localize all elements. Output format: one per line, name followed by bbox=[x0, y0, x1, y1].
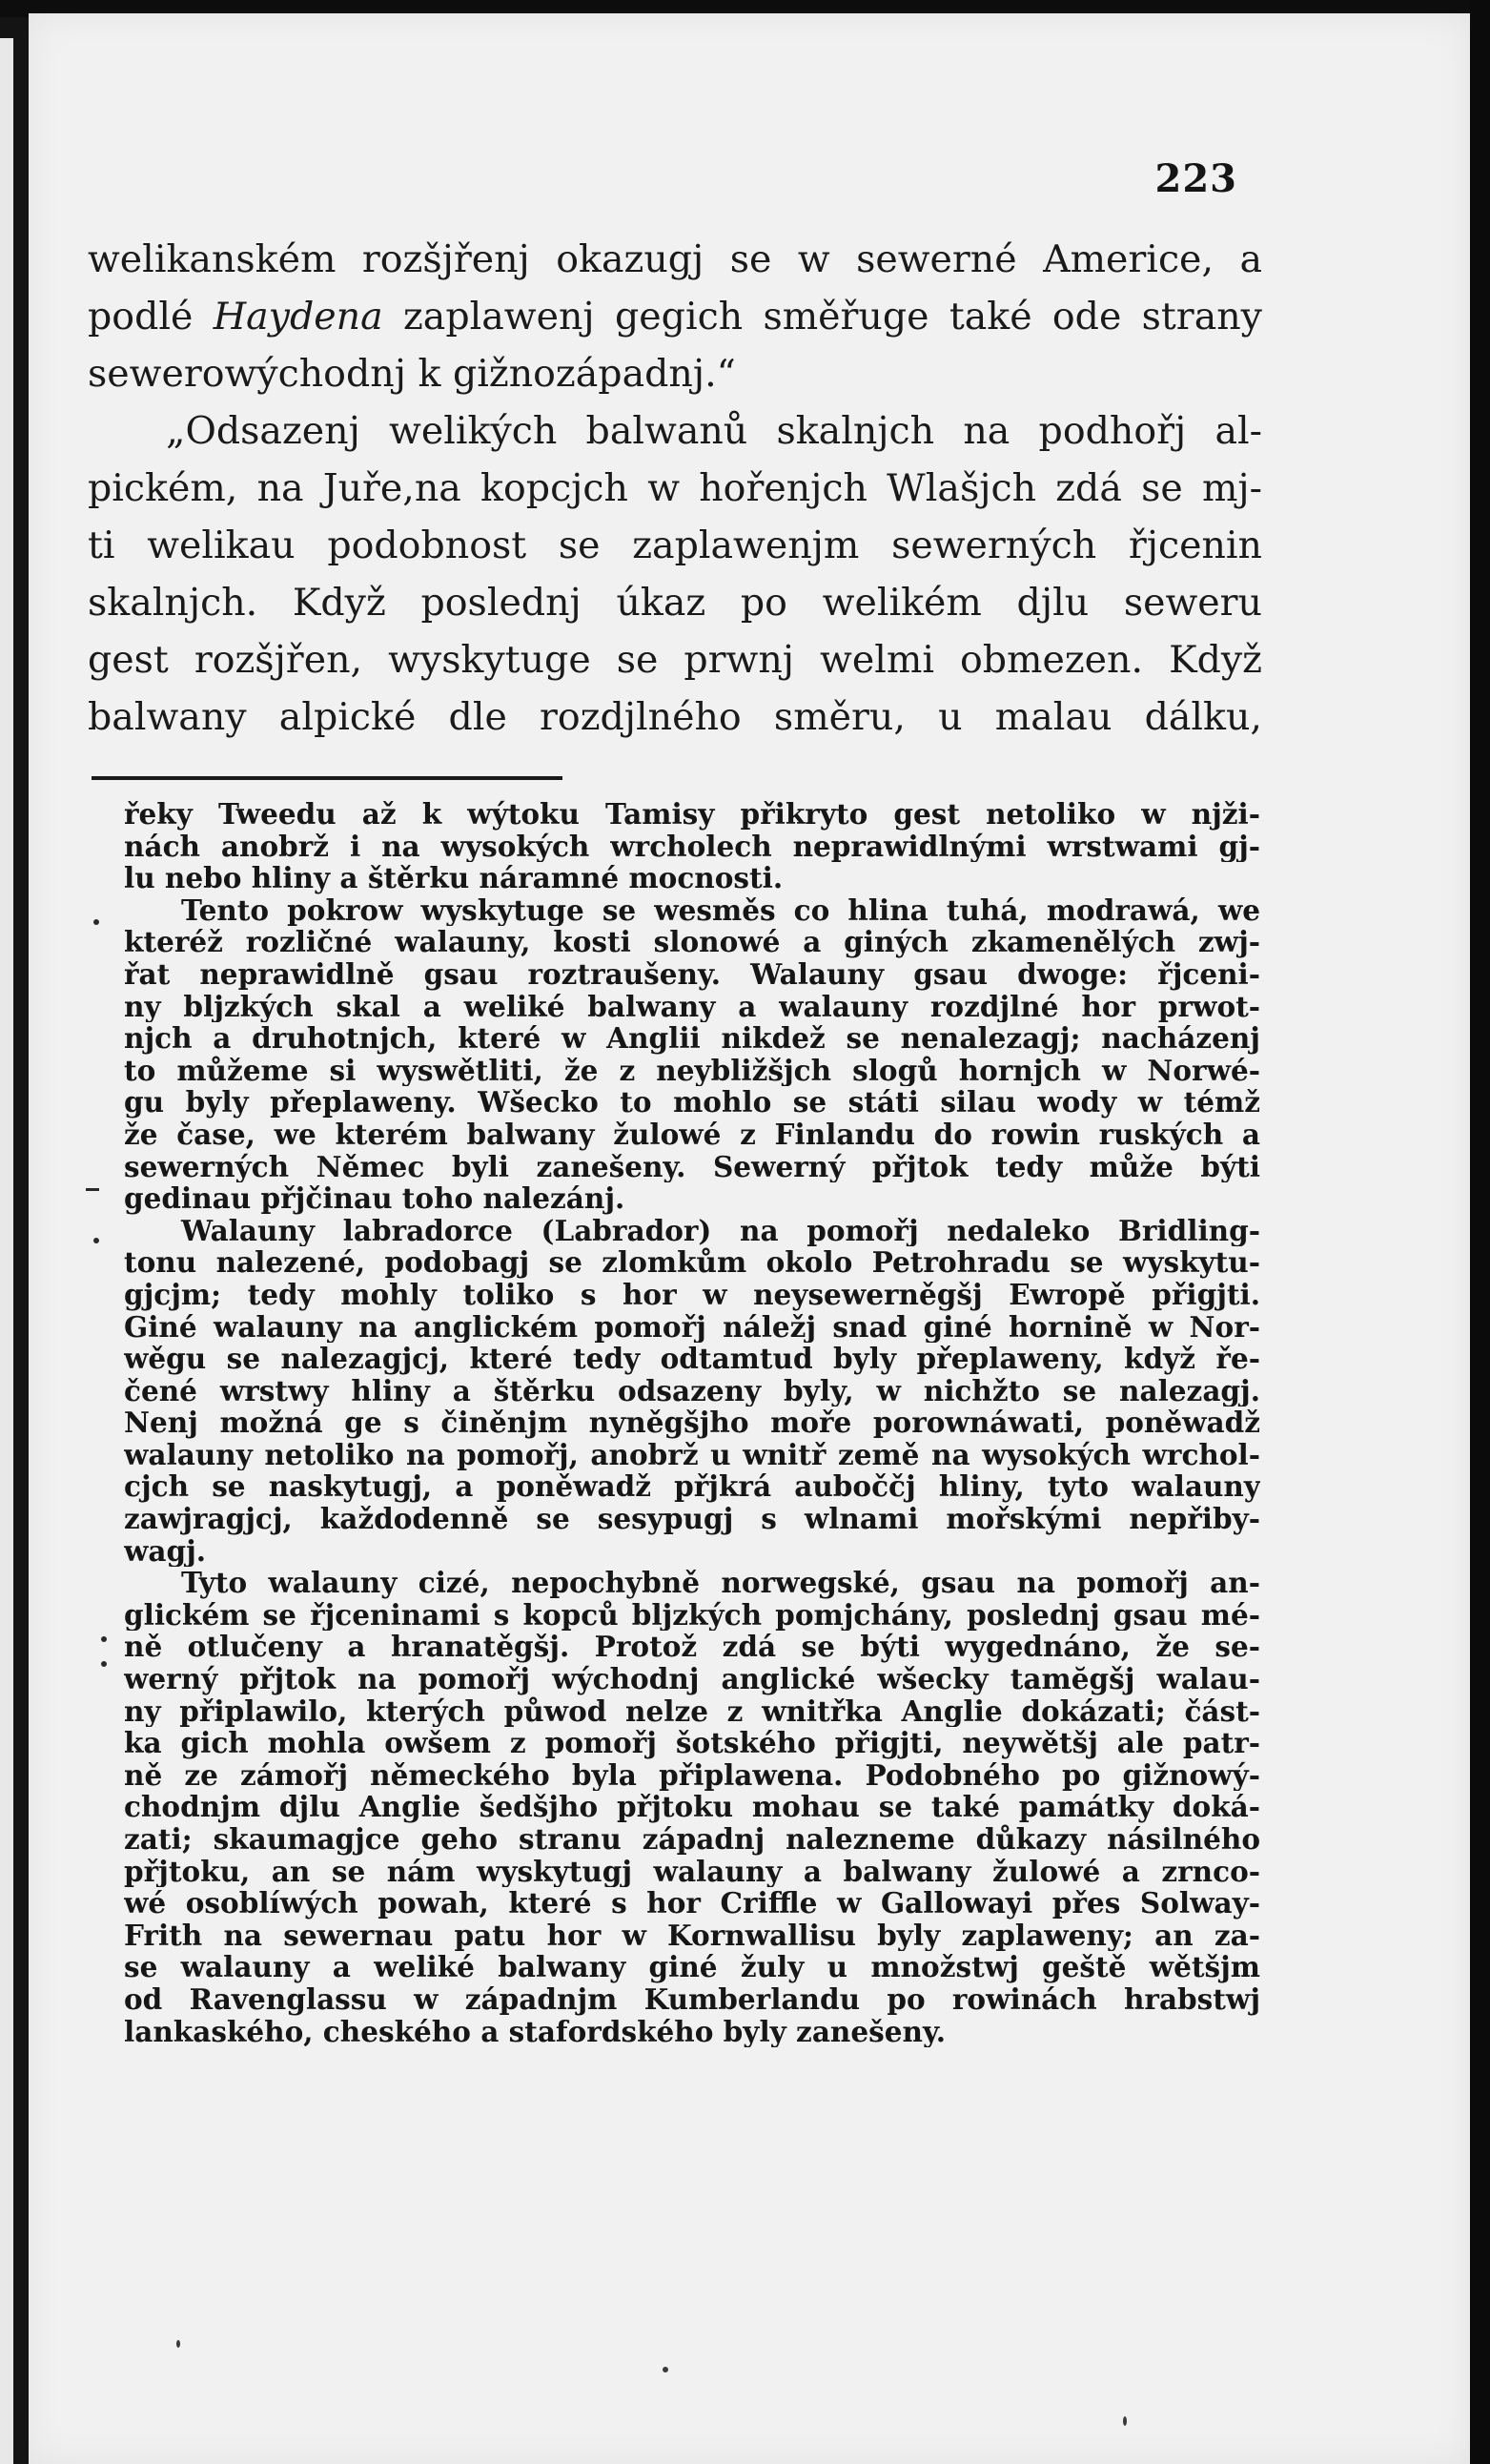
footnote-line-19: čené wrstwy hliny a štěrku odsazeny byly, w nichžto se nalezagj. bbox=[124, 1374, 1260, 1407]
footnote-line-8: njch a druhotnjch, které w Anglii nikdež se nenalezagj; nacházenj bbox=[124, 1022, 1260, 1055]
author-name-haydena: Haydena bbox=[213, 295, 383, 339]
page-number: 223 bbox=[1154, 156, 1237, 201]
footnote-line-27: ně otlučeny a hranatěgšj. Protož zdá se býti wygednáno, že se- bbox=[124, 1631, 1260, 1664]
footnote-line-34: přjtoku, an se nám wyskytugj walauny a balwany žulowé a zrnco- bbox=[124, 1855, 1260, 1888]
footnote-divider bbox=[92, 776, 562, 780]
footnote-line-14: Walauny labradorce (Labrador) na pomořj nedaleko Bridling- bbox=[181, 1214, 1260, 1247]
main-line-2 bbox=[88, 288, 1262, 345]
margin-mark bbox=[101, 1636, 107, 1642]
footnote-line-21: walauny netoliko na pomořj, anobrž u wnitř země na wysokých wrchol- bbox=[124, 1438, 1260, 1471]
footnote-line-1: řeky Tweedu až k wýtoku Tamisy přikryto gest netoliko w njži- bbox=[124, 798, 1260, 831]
paper-speck bbox=[1123, 2416, 1127, 2426]
footnote-line-25: Tyto walauny cizé, nepochybně norwegské, gsau na pomořj an- bbox=[181, 1567, 1260, 1599]
footnote-line-15: tonu nalezené, podobagj se zlomkům okolo Petrohradu se wyskytu- bbox=[124, 1246, 1260, 1279]
footnote-line-23: zawjragjcj, každodenně se sesypugj s wlnami mořskými nepřiby- bbox=[124, 1503, 1260, 1535]
adjacent-page-edge bbox=[0, 38, 13, 2464]
footnote-line-10: gu byly přeplaweny. Wšecko to mohlo se státi silau wody w témž bbox=[124, 1086, 1260, 1119]
footnote-line-26: glickém se řjceninami s kopců bljzkých pomjchány, poslednj gsau mé- bbox=[124, 1598, 1260, 1632]
footnote-line-12: sewerných Němec byli zanešeny. Sewerný přjtok tedy může býti bbox=[124, 1150, 1260, 1183]
footnote-line-13: gedinau přjčinau toho nalezánj. bbox=[124, 1182, 625, 1215]
footnote-line-4: Tento pokrow wyskytuge se wesměs co hlina tuhá, modrawá, we bbox=[181, 893, 1260, 927]
footnote-line-38: od Ravenglassu w západnjm Kumberlandu po rowinách hrabstwj bbox=[124, 1982, 1260, 2016]
main-text-block bbox=[88, 231, 1262, 746]
margin-mark bbox=[101, 1661, 107, 1667]
footnote-line-7: ny bljzkých skal a weliké balwany a walauny rozdjlné hor prwot- bbox=[124, 990, 1260, 1023]
footnote-block bbox=[124, 798, 1260, 2047]
margin-mark bbox=[93, 919, 99, 925]
main-line-5: pickém, na Juře,na kopcjch w hořenjch Wlašjch zdá se mj- bbox=[88, 466, 1262, 510]
footnote-line-33: zati; skaumagjce geho stranu západnj nalezneme důkazy násilného bbox=[124, 1823, 1260, 1856]
footnote-line-31: ně ze zámořj německého byla připlawena. Podobného po gižnowý- bbox=[124, 1758, 1260, 1792]
paper-speck bbox=[176, 2340, 180, 2348]
footnote-line-2: nách anobrž i na wysokých wrcholech neprawidlnými wrstwami gj- bbox=[124, 830, 1260, 863]
paper-speck bbox=[663, 2367, 668, 2372]
footnote-line-35: wé osoblíwých powah, které s hor Criffle w Gallowayi přes Solway- bbox=[124, 1887, 1260, 1920]
main-line-2-start: podlé bbox=[88, 295, 214, 339]
margin-mark bbox=[93, 1238, 99, 1243]
main-line-6: ti welikau podobnost se zaplawenjm sewerných řjcenin bbox=[88, 524, 1262, 567]
footnote-line-37: se walauny a weliké balwany giné žuly u množstwj geště wětšjm bbox=[124, 1951, 1260, 1983]
footnote-line-28: werný přjtok na pomořj wýchodnj anglické wšecky tamĕgšj walau- bbox=[124, 1663, 1260, 1695]
footnote-line-20: Nenj možná ge s činěnjm nyněgšjho moře porownáwati, poněwadž bbox=[124, 1407, 1260, 1439]
footnote-line-17: Giné walauny na anglickém pomořj náležj snad giné hornině w Nor- bbox=[124, 1310, 1260, 1344]
main-line-8: gest rozšjřen, wyskytuge se prwnj welmi obmezen. Když bbox=[88, 638, 1262, 682]
footnote-line-32: chodnjm djlu Anglie šedšjho přjtoku mohau se také památky doká- bbox=[124, 1791, 1260, 1823]
footnote-line-18: wěgu se nalezagjcj, které tedy odtamtud byly přeplaweny, když ře- bbox=[124, 1343, 1260, 1375]
footnote-line-9: to můžeme si wyswětliti, že z neybližšjch slogů hornjch w Norwé- bbox=[124, 1054, 1260, 1087]
main-line-7: skalnjch. Když poslednj úkaz po welikém djlu seweru bbox=[88, 581, 1262, 625]
footnote-line-22: cjch se naskytugj, a poněwadž přjkrá auboččj hliny, tyto walauny bbox=[124, 1470, 1260, 1504]
footnote-line-6: řat neprawidlně gsau roztraušeny. Walauny gsau dwoge: řjceni- bbox=[124, 957, 1260, 991]
main-line-2-end: zaplawenj gegich směřuge také ode strany bbox=[382, 295, 1262, 339]
footnote-line-24: wagj. bbox=[124, 1534, 207, 1568]
main-line-3: sewerowýchodnj k gižnozápadnj.“ bbox=[88, 352, 736, 396]
main-line-1: welikanském rozšjřenj okazugj se w sewerné Americe, a bbox=[88, 237, 1262, 281]
book-page bbox=[29, 13, 1470, 2464]
margin-mark bbox=[86, 1188, 99, 1191]
footnote-line-36: Frith na sewernau patu hor w Kornwallisu byly zaplaweny; an za- bbox=[124, 1919, 1260, 1952]
footnote-line-39: lankaského, cheského a stafordského byly zanešeny. bbox=[124, 2015, 946, 2048]
footnote-line-29: ny připlawilo, kterých půwod nelze z wnitřka Anglie dokázati; část- bbox=[124, 1694, 1260, 1728]
main-line-4: „Odsazenj welikých balwanů skalnjch na podhořj al- bbox=[166, 409, 1262, 453]
scan-border-right bbox=[1470, 0, 1490, 2464]
footnote-line-5: kteréž rozličné walauny, kosti slonowé a giných zkamenělých zwj- bbox=[124, 926, 1260, 958]
footnote-line-16: gjcjm; tedy mohly toliko s hor w neysewerněgšj Ewropě přigjti. bbox=[124, 1278, 1260, 1311]
main-line-9: balwany alpické dle rozdjlného směru, u malau dálku, bbox=[88, 695, 1262, 739]
footnote-line-3: lu nebo hliny a štěrku náramné mocnosti. bbox=[124, 862, 784, 894]
footnote-line-30: ka gich mohla owšem z pomořj šotského přigjti, neywětšj ale patr- bbox=[124, 1727, 1260, 1759]
footnote-line-11: že čase, we kterém balwany žulowé z Finlandu do rowin ruských a bbox=[124, 1118, 1260, 1151]
